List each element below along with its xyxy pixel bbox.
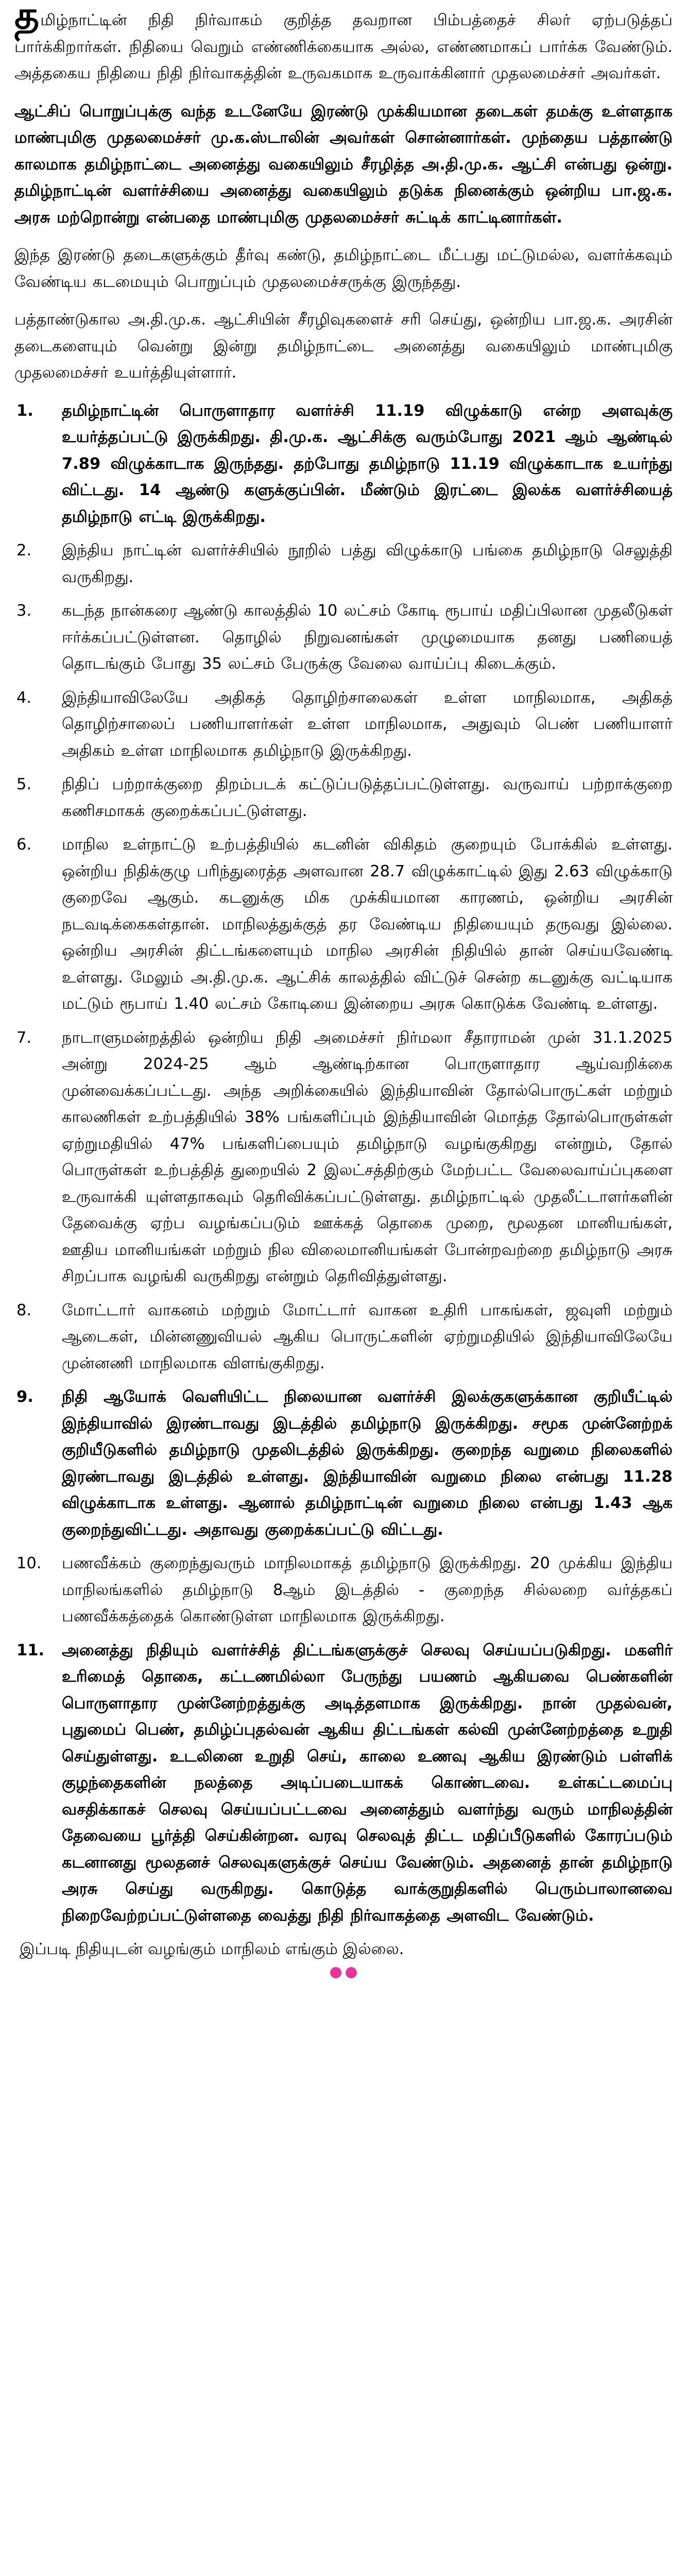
list-item-text: நிதி ஆயோக் வெளியிட்ட நிலையான வளர்ச்சி இலக்குகளுக்கான குறியீட்டில் இந்தியாவில் இரண்டாவது இடத்தில் தமிழ்நாடு இருக்கிறது. சமூக முன்னேற்றக் குறியீடுகளில் தமிழ்நாடு முதலிடத்தில் இருக்கிறது. குறைந்த வறுமை நிலைகளில் இரண்டாவது இடத்தில் உள்ளது. இந்தியாவின் வறுமை நிலை என்பது 11.28 விழுக்காடாக உள்ளது. ஆனால் தமிழ்நாட்டின் வறுமை நிலை என்பது 1.43 ஆக குறைந்துவிட்டது. அதாவது குறைக்கப்பட்டு விட்டது.	[62, 1388, 673, 1539]
paragraph-obstacles: ஆட்சிப் பொறுப்புக்கு வந்த உடனேயே இரண்டு முக்கியமான தடைகள் தமக்கு உள்ளதாக மாண்புமிகு முதலமைச்சர் மு.க.ஸ்டாலின் அவர்கள் சொன்னார்கள். முந்தைய பத்தாண்டு காலமாக தமிழ்நாட்டை அனைத்து வகையிலும் சீரழித்த அ.தி.மு.க. ஆட்சி என்பது ஒன்று. தமிழ்நாட்டின் வளர்ச்சியை அனைத்து வகையிலும் தடுக்க நினைக்கும் ஒன்றிய பா.ஜ.க. அரசு மற்றொன்று என்பதை மாண்புமிகு முதலமைச்சர் சுட்டிக் காட்டினார்கள்.	[14, 102, 673, 227]
list-item-number: 5.	[16, 775, 32, 793]
list-item	[14, 398, 673, 531]
list-item-number: 1.	[16, 401, 33, 420]
list-item-number: 10.	[16, 1554, 42, 1572]
list-item-number: 9.	[16, 1388, 33, 1406]
list-item-text: மோட்டார் வாகனம் மற்றும் மோட்டார் வாகன உதிரி பாகங்கள், ஜவுளி மற்றும் ஆடைகள், மின்னணுவியல் ஆகிய பொருட்களின் ஏற்றுமதியில் இந்தியாவிலேயே முன்னணி மாநிலமாக விளங்குகிறது.	[62, 1301, 673, 1372]
list-item-number: 7.	[16, 1028, 32, 1047]
list-item	[14, 1550, 673, 1630]
list-item	[14, 1025, 673, 1290]
list-item-text: மாநில உள்நாட்டு உற்பத்தியில் கடனின் விகிதம் குறையும் போக்கில் உள்ளது. ஒன்றிய நிதிக்குழு பரிந்துரைத்த அளவான 28.7 விழுக்காட்டில் இது 2.63 விழுக்காடு குறைவே ஆகும். கடனுக்கு மிக முக்கியமான காரணம், ஒன்றிய அரசின் நடவடிக்கைகள்தான். மாநிலத்துக்குத் தர வேண்டிய நிதியையும் தருவது இல்லை. ஒன்றிய அரசின் திட்டங்களையும் மாநில அரசின் நிதியில் தான் செய்யவேண்டி உள்ளது. மேலும் அ.தி.மு.க. ஆட்சிக் காலத்தில் விட்டுச் சென்ற கடனுக்கு வட்டியாக மட்டும் ரூபாய் 1.40 லட்சம் கோடியை இன்றைய அரசு கொடுக்க வேண்டி உள்ளது.	[62, 836, 673, 1013]
list-item-number: 11.	[16, 1641, 45, 1659]
list-item	[14, 685, 673, 765]
ornament-dot-left	[330, 1967, 341, 1978]
list-item	[14, 537, 673, 590]
list-item-number: 6.	[16, 836, 32, 854]
list-item-number: 2.	[16, 541, 32, 560]
list-item	[14, 1297, 673, 1377]
list-item-number: 3.	[16, 602, 32, 620]
list-item	[14, 832, 673, 1018]
list-item-number: 8.	[16, 1301, 32, 1319]
list-item	[14, 1637, 673, 1929]
list-item	[14, 598, 673, 677]
list-item-text: கடந்த நான்கரை ஆண்டு காலத்தில் 10 லட்சம் கோடி ரூபாய் மதிப்பிலான முதலீடுகள் ஈர்க்கப்பட்டுள்ளன. தொழில் நிறுவனங்கள் முழுமையாக தனது பணியைத் தொடங்கும் போது 35 லட்சம் பேருக்கு வேலை வாய்ப்பு கிடைக்கும்.	[62, 602, 673, 673]
list-item-text: நிதிப் பற்றாக்குறை திறம்படக் கட்டுப்படுத்தப்பட்டுள்ளது. வருவாய் பற்றாக்குறை கணிசமாகக் குறைக்கப்பட்டுள்ளது.	[62, 775, 673, 820]
ornament-dot-right	[346, 1967, 357, 1978]
paragraph-achievement: பத்தாண்டுகால அ.தி.மு.க. ஆட்சியின் சீரழிவுகளைச் சரி செய்து, ஒன்றிய பா.ஜ.க. அரசின் தடைகளையும் வென்று இன்று தமிழ்நாட்டை அனைத்து வகையிலும் மாண்புமிகு முதலமைச்சர் உயர்த்தியுள்ளார்.	[14, 311, 673, 382]
paragraph-duty: இந்த இரண்டு தடைகளுக்கும் தீர்வு கண்டு, தமிழ்நாட்டை மீட்பது மட்டுமல்ல, வளர்க்கவும் வேண்டிய கடமையும் பொறுப்பும் முதலமைச்சருக்கு இருந்தது.	[14, 246, 673, 291]
list-item	[14, 1384, 673, 1543]
list-item-number: 4.	[16, 688, 32, 707]
list-item-text: இந்தியாவிலேயே அதிகத் தொழிற்சாலைகள் உள்ள மாநிலமாக, அதிகத் தொழிற்சாலைப் பணியாளர்கள் உள்ள மாநிலமாக, அதுவும் பெண் பணியாளர் அதிகம் உள்ள மாநிலமாக தமிழ்நாடு இருக்கிறது.	[62, 688, 673, 760]
list-item-text: பணவீக்கம் குறைந்துவரும் மாநிலமாகத் தமிழ்நாடு இருக்கிறது. 20 முக்கிய இந்திய மாநிலங்களில் தமிழ்நாடு 8ஆம் இடத்தில் - குறைந்த சில்லறை வர்த்தகப் பணவீக்கத்தைக் கொண்டுள்ள மாநிலமாக இருக்கிறது.	[62, 1554, 673, 1625]
intro-text: மிழ்நாட்டின் நிதி நிர்வாகம் குறித்த தவறான பிம்பத்தைச் சிலர் ஏற்படுத்தப் பார்க்கிறார்கள். நிதியை வெறும் எண்ணிக்கையாக அல்ல, எண்ணமாகப் பார்க்க வேண்டும். அத்தகைய நிதியை நிதி நிர்வாகத்தின் உருவகமாக உருவாக்கினார் முதலமைச்சர் அவர்கள்.	[14, 11, 673, 82]
list-item-text: நாடாளுமன்றத்தில் ஒன்றிய நிதி அமைச்சர் நிர்மலா சீதாராமன் முன் 31.1.2025 அன்று 2024-25 ஆம் ஆண்டிற்கான பொருளாதார ஆய்வறிக்கை முன்வைக்கப்பட்டது. அந்த அறிக்கையில் இந்தியாவின் தோல்பொருட்கள் மற்றும் காலணிகள் உற்பத்தியில் 38% பங்களிப்பும் இந்தியாவின் மொத்த தோல்பொருள்கள் ஏற்றுமதியில் 47% பங்களிப்பையும் தமிழ்நாடு வழங்குகிறது என்றும், தோல் பொருள்கள் உற்பத்தித் துறையில் 2 இலட்சத்திற்கும் மேற்பட்ட வேலைவாய்ப்புகளை உருவாக்கி யுள்ளதாகவும் தெரிவிக்கப்பட்டுள்ளது. தமிழ்நாட்டில் முதலீட்டாளர்களின் தேவைக்கு ஏற்ப வழங்கப்படும் ஊக்கத் தொகை முறை, மூலதன மானியங்கள், ஊதிய மானியங்கள் மற்றும் நில விலைமானியங்கள் போன்றவற்றை தமிழ்நாடு அரசு சிறப்பாக வழங்கி வருகிறது என்றும் தெரிவித்துள்ளது.	[62, 1028, 673, 1285]
drop-cap-letter: த	[14, 0, 40, 38]
list-item-text: அனைத்து நிதியும் வளர்ச்சித் திட்டங்களுக்குச் செலவு செய்யப்படுகிறது. மகளிர் உரிமைத் தொகை, கட்டணமில்லா பேருந்து பயணம் ஆகியவை பெண்களின் பொருளாதார முன்னேற்றத்துக்கு அடித்தளமாக இருக்கிறது. நான் முதல்வன், புதுமைப் பெண், தமிழ்ப்புதல்வன் ஆகிய திட்டங்கள் கல்வி முன்னேற்றத்தை உறுதி செய்துள்ளது. உடலினை உறுதி செய், காலை உணவு ஆகிய இரண்டும் பள்ளிக் குழந்தைகளின் நலத்தை அடிப்படையாகக் கொண்டவை. உள்கட்டமைப்பு வசதிக்காகச் செலவு செய்யப்பட்டவை அனைத்தும் வளர்ந்து வரும் மாநிலத்தின் தேவையை பூர்த்தி செய்கின்றன. வரவு செலவுத் திட்ட மதிப்பீடுகளில் கோரப்படும் கடனானது மூலதனச் செலவுகளுக்குச் செய்ய வேண்டும். அதனைத் தான் தமிழ்நாடு அரசு செய்து வருகிறது. கொடுத்த வாக்குறுதிகளில் பெரும்பாலானவை நிறைவேற்றப்பட்டுள்ளதை வைத்து நிதி நிர்வாகத்தை அளவிட வேண்டும்.	[62, 1641, 673, 1925]
closing-line: இப்படி நிதியுடன் வழங்கும் மாநிலம் எங்கும் இல்லை.	[20, 1940, 404, 1958]
end-ornament	[14, 1967, 673, 1978]
intro-paragraph	[14, 0, 673, 87]
list-item	[14, 771, 673, 824]
list-item-text: இந்திய நாட்டின் வளர்ச்சியில் நூறில் பத்து விழுக்காடு பங்கை தமிழ்நாடு செலுத்தி வருகிறது.	[62, 541, 673, 586]
list-item-text: தமிழ்நாட்டின் பொருளாதார வளர்ச்சி 11.19 விழுக்காடு என்ற அளவுக்கு உயர்த்தப்பட்டு இருக்கிறது. தி.மு.க. ஆட்சிக்கு வரும்போது 2021 ஆம் ஆண்டில் 7.89 விழுக்காடாக இருந்தது. தற்போது தமிழ்நாடு 11.19 விழுக்காடாக உயர்ந்து விட்டது. 14 ஆண்டு களுக்குப்பின். மீண்டும் இரட்டை இலக்க வளர்ச்சியைத் தமிழ்நாடு எட்டி இருக்கிறது.	[62, 401, 673, 526]
achievements-list	[14, 398, 673, 1929]
